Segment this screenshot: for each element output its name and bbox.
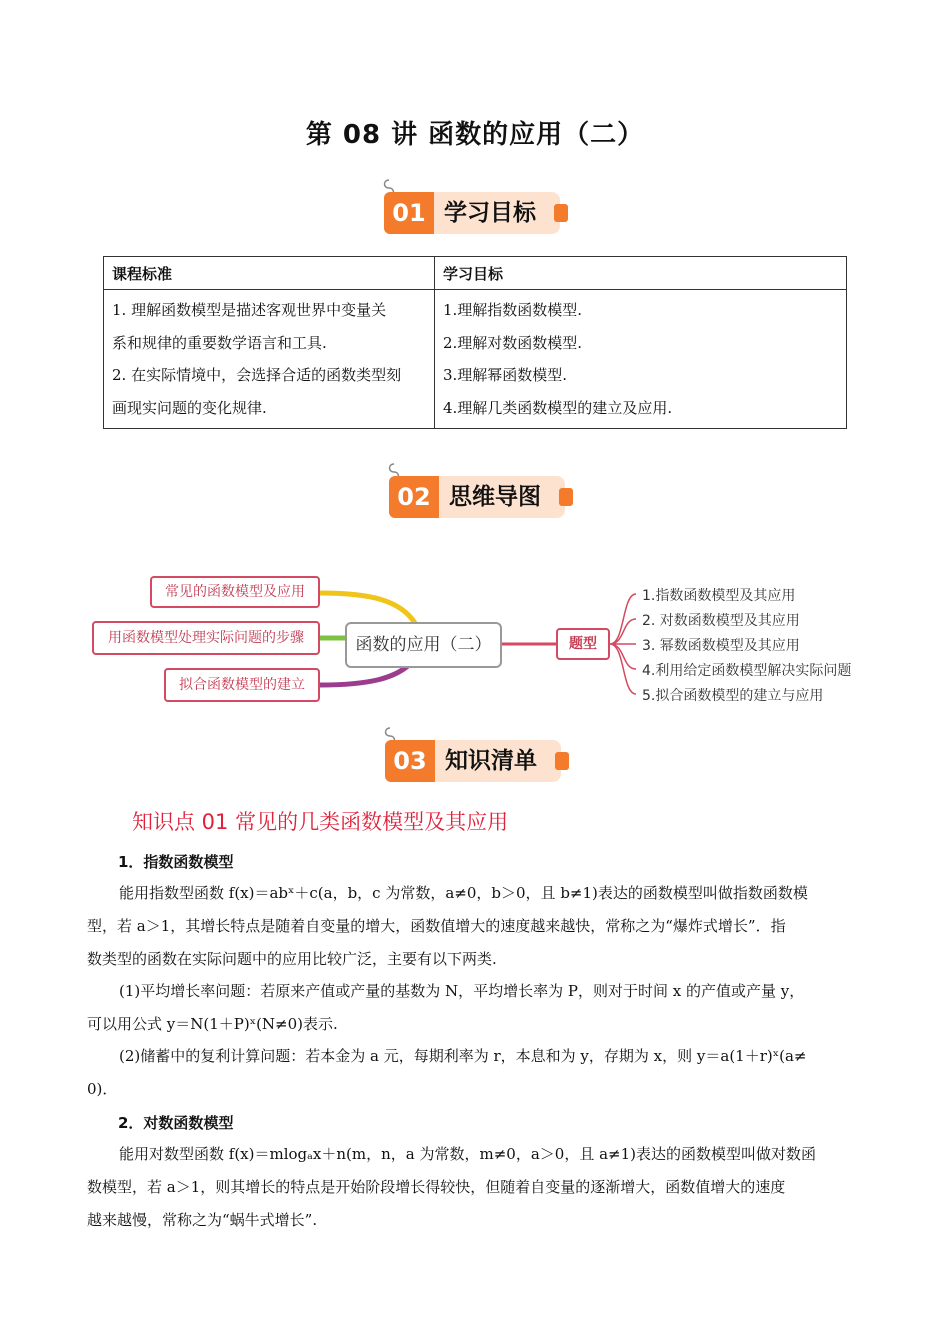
section-badge-01: [384, 190, 568, 234]
standard-line: 系和规律的重要数学语言和工具.: [112, 333, 327, 352]
paragraph-line: 数模型，若 a＞1，则其增长的特点是开始阶段增长得较快，但随着自变量的逐渐增大，函数值增大的速度: [87, 1178, 786, 1196]
mindmap-center: 函数的应用（二）: [345, 622, 502, 668]
goal-line: 4.理解几类函数模型的建立及应用.: [443, 398, 673, 417]
mindmap-leaf: 2. 对数函数模型及其应用: [642, 613, 800, 629]
section-label: 学习目标: [434, 192, 560, 234]
goals-cell: [435, 290, 847, 429]
paragraph-line: 能用指数型函数 f(x)＝abˣ＋c(a，b，c 为常数，a≠0，b＞0，且 b≠1)表达的函数模型叫做指数函数模: [119, 884, 808, 902]
section-number: 02: [389, 476, 439, 518]
paragraph-line: (1)平均增长率问题：若原来产值或产量的基数为 N，平均增长率为 P，则对于时间 x 的产值或产量 y，: [119, 982, 805, 1000]
goal-line: 1.理解指数函数模型.: [443, 301, 583, 319]
paragraph-line: 越来越慢，常称之为“蜗牛式增长”.: [87, 1211, 318, 1229]
mindmap-node-fitting: 拟合函数模型的建立: [164, 668, 320, 702]
section-number: 01: [384, 192, 434, 234]
table-header-goals: 学习目标: [435, 257, 847, 290]
mindmap-leaf: 1.指数函数模型及其应用: [642, 588, 796, 604]
paragraph-line: 0)．: [87, 1080, 118, 1098]
mindmap-node-question-types: 题型: [556, 628, 610, 660]
standard-line: 画现实问题的变化规律.: [112, 398, 267, 417]
paragraph-line: 能用对数型函数 f(x)＝mlogₐx＋n(m，n，a 为常数，m≠0，a＞0，且 a≠1)表达的函数模型叫做对数函: [119, 1145, 816, 1163]
section-badge-03: [385, 738, 569, 782]
paragraph-line: 可以用公式 y＝N(1＋P)ˣ(N≠0)表示.: [87, 1015, 338, 1033]
subheading-logarithmic: 2．对数函数模型: [118, 1114, 234, 1132]
page-title: 第 08 讲 函数的应用（二）: [305, 120, 645, 150]
standard-line: 1. 理解函数模型是描述客观世界中变量关: [112, 301, 387, 319]
goals-table: [103, 256, 847, 429]
mindmap-leaf: 5.拟合函数模型的建立与应用: [642, 688, 824, 704]
leaf-connectors: [610, 594, 636, 694]
knowledge-point-title: 知识点 01 常见的几类函数模型及其应用: [132, 810, 509, 834]
standard-line: 2. 在实际情境中，会选择合适的函数类型刻: [112, 366, 402, 384]
mindmap-leaf: 4.利用给定函数模型解决实际问题: [642, 663, 852, 679]
goal-line: 3.理解幂函数模型.: [443, 366, 568, 384]
table-header-standard: 课程标准: [104, 257, 435, 290]
paragraph-line: 型，若 a＞1，其增长特点是随着自变量的增大，函数值增大的速度越来越快，常称之为“爆炸式增长”．指: [87, 917, 786, 935]
goal-line: 2.理解对数函数模型.: [443, 333, 583, 352]
section-badge-02: [389, 474, 573, 518]
paragraph-line: (2)储蓄中的复利计算问题：若本金为 a 元，每期利率为 r，本息和为 y，存期为 x，则 y＝a(1＋r)ˣ(a≠: [119, 1047, 807, 1065]
section-label: 知识清单: [435, 740, 561, 782]
mindmap-node-common-models: 常见的函数模型及应用: [150, 576, 320, 608]
mindmap-node-steps: 用函数模型处理实际问题的步骤: [92, 621, 320, 655]
branch-top: [320, 593, 415, 623]
standard-cell: [104, 290, 435, 429]
mindmap-leaf: 3. 幂数函数模型及其应用: [642, 638, 800, 654]
section-number: 03: [385, 740, 435, 782]
section-label: 思维导图: [439, 476, 565, 518]
subheading-exponential: 1．指数函数模型: [118, 853, 234, 871]
paragraph-line: 数类型的函数在实际问题中的应用比较广泛，主要有以下两类.: [87, 950, 497, 968]
